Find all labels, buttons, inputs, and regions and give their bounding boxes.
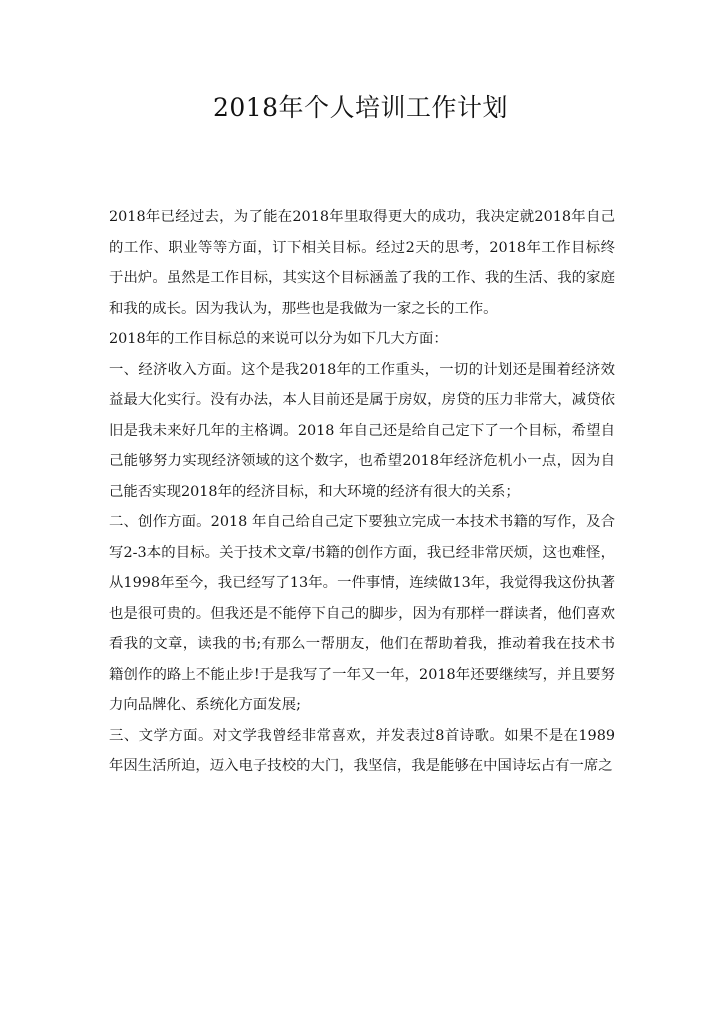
overview-paragraph: 2018年的工作目标总的来说可以分为如下几大方面： (109, 331, 448, 347)
section-writing-paragraph: 二、创作方面。2018 年自己给自己定下要独立完成一本技术书籍的写作，及合写2-3本的目标。关于技术文章/书籍的创作方面，我已经非常厌烦，这也难怪，从1998年至今，我已经写了13年。一件事情，连续做13年，我觉得我这份执著也是很可贵的。但我还是不能停下自己的脚步，因为有那样一群读者，他们喜欢看我的文章，读我的书;有那么一帮朋友，他们在帮助着我，推动着我在技术书籍创作的路上不能止步!于是我写了一年又一年，2018年还要继续写，并且要努力向品牌化、系统化方面发展; (109, 514, 615, 713)
section-literature-paragraph: 三、文学方面。对文学我曾经非常喜欢，并发表过8首诗歌。如果不是在1989年因生活所迫，迈入电子技校的大门，我坚信，我是能够在中国诗坛占有一席之 (109, 727, 615, 774)
section-economic-paragraph: 一、经济收入方面。这个是我2018年的工作重头，一切的计划还是围着经济效益最大化实行。没有办法，本人目前还是属于房奴，房贷的压力非常大，减贷依旧是我未来好几年的主格调。2018 年自己还是给自己定下了一个目标，希望自己能够努力实现经济领域的这个数字，也希望2018年经济危机小一点，因为自己能否实现2018年的经济目标，和大环境的经济有很大的关系； (109, 361, 615, 500)
intro-paragraph: 2018年已经过去，为了能在2018年里取得更大的成功，我决定就2018年自己的工作、职业等等方面，订下相关目标。经过2天的思考，2018年工作目标终于出炉。虽然是工作目标，其实这个目标涵盖了我的工作、我的生活、我的家庭和我的成长。因为我认为，那些也是我做为一家之长的工作。 (109, 209, 615, 317)
document-body (109, 202, 615, 782)
document-title: 2018年个人培训工作计划 (212, 93, 509, 122)
